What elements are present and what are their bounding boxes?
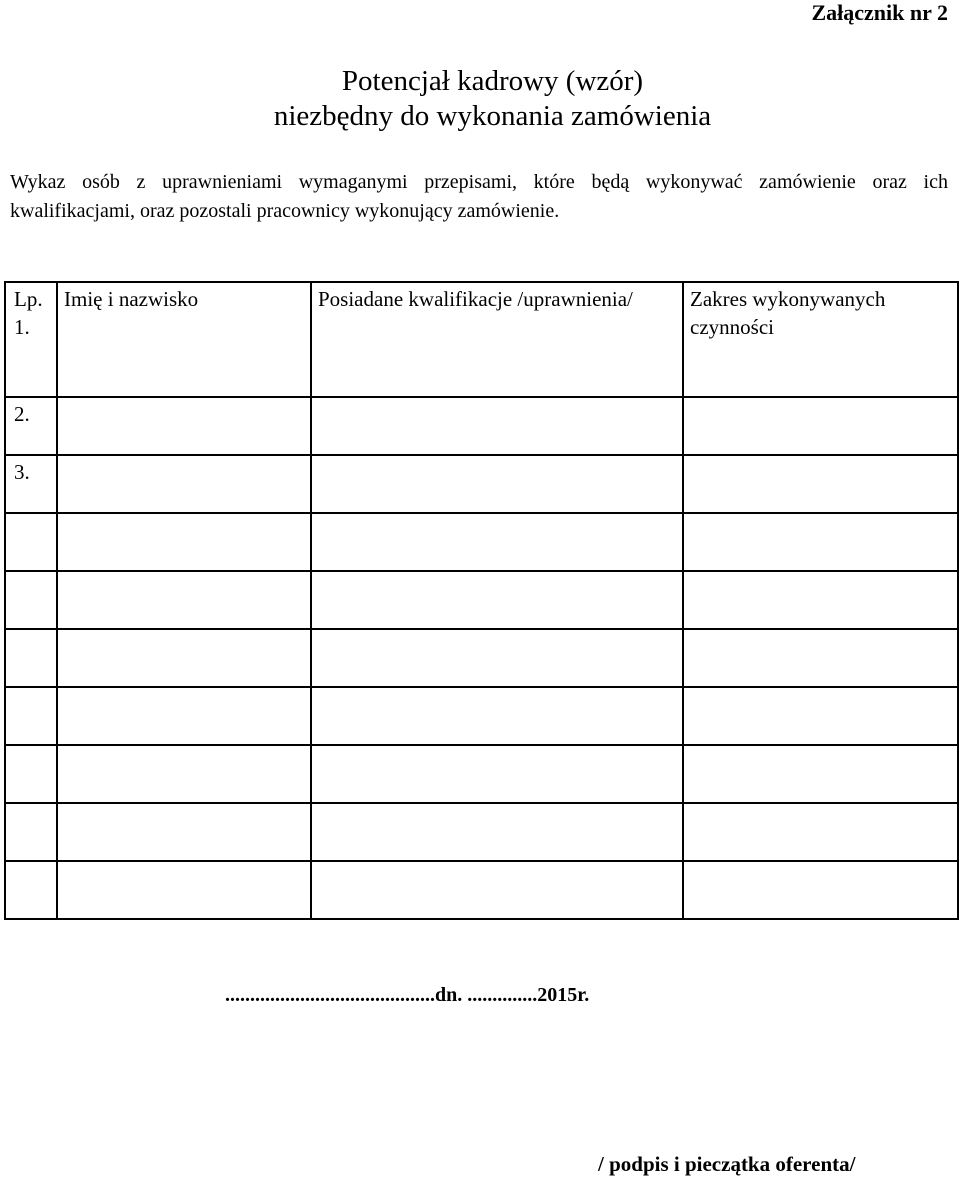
cell-scope[interactable] xyxy=(683,455,958,513)
cell-qualifications[interactable] xyxy=(311,629,683,687)
table-row xyxy=(5,282,958,397)
table-row xyxy=(5,803,958,861)
cell-name[interactable] xyxy=(57,513,311,571)
table-row xyxy=(5,455,958,513)
cell-name[interactable] xyxy=(57,629,311,687)
cell-qualifications[interactable] xyxy=(311,455,683,513)
table-row xyxy=(5,629,958,687)
cell-lp xyxy=(5,629,57,687)
table-row xyxy=(5,397,958,455)
cell-scope[interactable] xyxy=(683,745,958,803)
cell-name[interactable] xyxy=(57,455,311,513)
annex-label: Załącznik nr 2 xyxy=(811,0,948,25)
cell-lp xyxy=(5,861,57,919)
cell-scope[interactable] xyxy=(683,861,958,919)
cell-name[interactable] xyxy=(57,861,311,919)
title-line-1: Potencjał kadrowy (wzór) xyxy=(341,65,644,97)
table-row xyxy=(5,861,958,919)
cell-lp xyxy=(5,571,57,629)
table-row xyxy=(5,687,958,745)
header-qualifications: Posiadane kwalifikacje /uprawnienia/ xyxy=(311,282,683,397)
cell-name[interactable] xyxy=(57,803,311,861)
cell-qualifications[interactable] xyxy=(311,571,683,629)
date-line: ..........................................dn. ..............2015r. xyxy=(225,984,590,1006)
cell-qualifications[interactable] xyxy=(311,861,683,919)
cell-lp xyxy=(5,687,57,745)
cell-scope[interactable] xyxy=(683,629,958,687)
cell-scope[interactable] xyxy=(683,397,958,455)
cell-lp: 3. xyxy=(5,455,57,513)
table-row xyxy=(5,513,958,571)
table-row xyxy=(5,571,958,629)
header-scope: Zakres wykonywanych czynności xyxy=(683,282,958,397)
staff-table-body xyxy=(5,282,958,919)
cell-scope[interactable] xyxy=(683,571,958,629)
cell-qualifications[interactable] xyxy=(311,513,683,571)
intro-paragraph: Wykaz osób z uprawnieniami wymaganymi przepisami, które będą wykonywać zamówienie oraz ich kwalifikacjami, oraz pozostali pracownicy wykonujący zamówienie. xyxy=(10,171,948,222)
row-number: 1. xyxy=(14,315,30,339)
cell-lp xyxy=(5,282,57,397)
document-title xyxy=(230,64,755,134)
header-lp: Lp. xyxy=(14,287,43,311)
cell-qualifications[interactable] xyxy=(311,397,683,455)
header-name: Imię i nazwisko xyxy=(57,282,311,397)
cell-scope[interactable] xyxy=(683,513,958,571)
staff-table xyxy=(4,281,959,920)
cell-lp xyxy=(5,513,57,571)
cell-name[interactable] xyxy=(57,687,311,745)
table-row xyxy=(5,745,958,803)
cell-lp xyxy=(5,803,57,861)
cell-name[interactable] xyxy=(57,745,311,803)
cell-name[interactable] xyxy=(57,397,311,455)
cell-qualifications[interactable] xyxy=(311,745,683,803)
cell-scope[interactable] xyxy=(683,803,958,861)
cell-scope[interactable] xyxy=(683,687,958,745)
cell-name[interactable] xyxy=(57,571,311,629)
cell-lp xyxy=(5,745,57,803)
cell-qualifications[interactable] xyxy=(311,803,683,861)
signature-caption: / podpis i pieczątka oferenta/ xyxy=(598,1152,856,1176)
cell-qualifications[interactable] xyxy=(311,687,683,745)
cell-lp: 2. xyxy=(5,397,57,455)
title-line-2: niezbędny do wykonania zamówienia xyxy=(273,100,712,132)
